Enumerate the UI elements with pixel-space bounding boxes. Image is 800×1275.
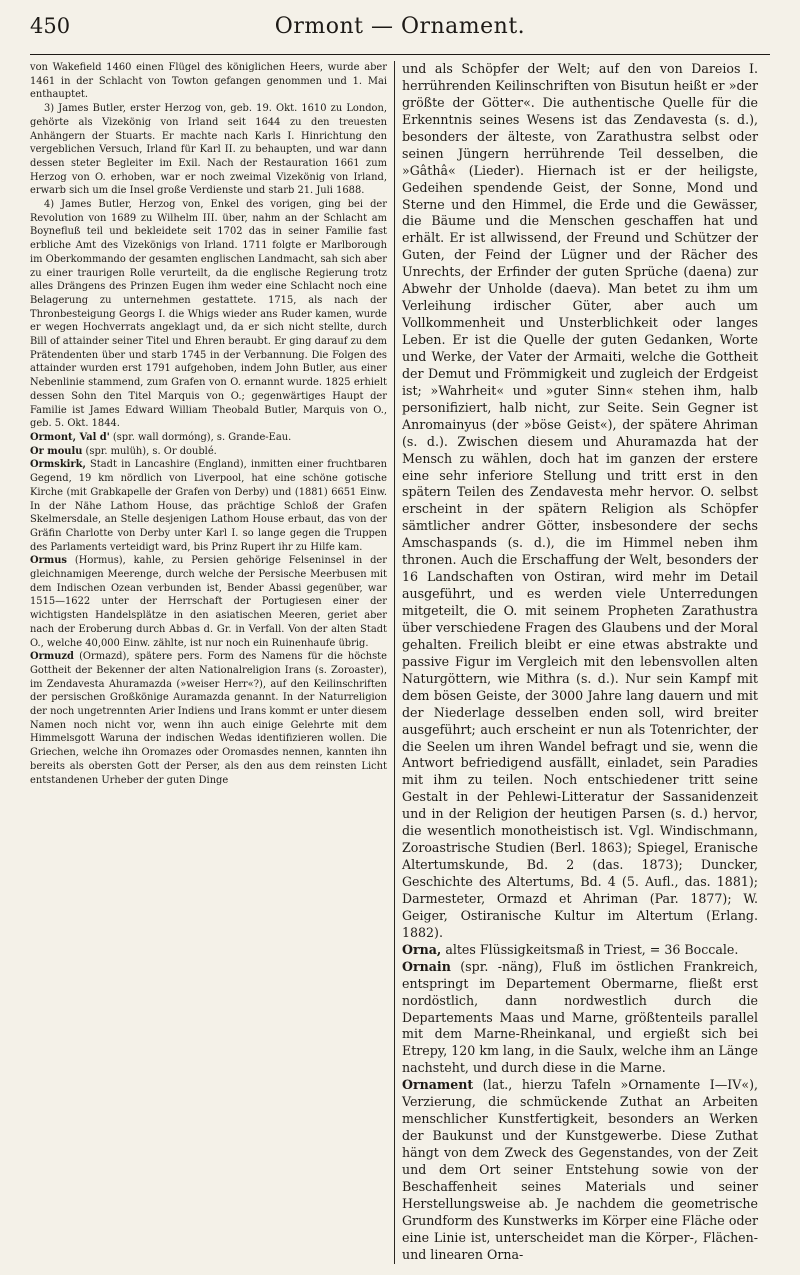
dictionary-entry [30, 445, 387, 459]
entry-headword: Ormuzd [30, 651, 74, 663]
dictionary-entry [402, 959, 758, 1078]
entry-text: (lat., hierzu Tafeln »Ornamente I—IV«), Verzierung, die schmückende Zuthat an Arbeiten menschlicher Kunstfertigkeit, besonders an Werken der Baukunst und der Kunstgewerbe. Diese Zuthat hängt von dem Zweck des Gegenstandes, von der Zeit und dem Ort seiner Entstehung sowie von der Beschaffenheit seines Materials und seiner Herstellungsweise ab. Je nachdem die geometrische Grundform des Kunstwerks im Körper eine Fläche oder eine Linie ist, unterscheidet man die Körper-, Flächen- und linearen Orna- [402, 1077, 758, 1262]
entry-headword: Ornament [402, 1077, 474, 1093]
entry-headword: Ormont, Val d' [30, 431, 110, 443]
entry-text: (spr. -näng), Fluß im östlichen Frankreich, entspringt im Departement Obermarne, fließt erst nordöstlich, dann nordwestlich durch die Departements Maas und Marne, größtenteils parallel mit dem Marne-Rheinkanal, und ergießt sich bei Etrepy, 120 km lang, in die Saulx, welche ihm an Länge nachsteht, und durch diese in die Marne. [402, 958, 758, 1076]
dictionary-entry [30, 650, 387, 787]
entry-text: (spr. mulüh), s. Or doublé. [82, 445, 217, 457]
continued-paragraph: von Wakefield 1460 einen Flügel des königlichen Heers, wurde aber 1461 in der Schlacht von Towton gefangen genommen und 1. Mai enthauptet. [30, 62, 387, 101]
page-number: 450 [30, 14, 71, 38]
entry-text: Stadt in Lancashire (England), inmitten einer fruchtbaren Gegend, 19 km nördlich von Liverpool, hat eine schöne gotische Kirche (mit Grabkapelle der Grafen von Derby) und (1881) 6651 Einw. In der Nähe Lathom House, das prächtige Schloß der Grafen Skelmersdale, an Stelle desjenigen Lathom House erbaut, das von der Gräfin Charlotte von Derby unter Karl I. so lange gegen die Truppen des Parlaments verteidigt ward, bis Prinz Rupert ihr zu Hilfe kam. [30, 459, 387, 553]
entry-headword: Ormskirk, [30, 459, 86, 471]
left-column [30, 61, 394, 1264]
dictionary-entry [402, 942, 758, 959]
continued-paragraph: und als Schöpfer der Welt; auf den von Dareios I. herrührenden Keilinschriften von Bisutun heißt er »der größte der Götter«. Die authentische Quelle für die Erkenntnis seines Wesens ist das Zendavesta (s. d.), besonders der älteste, von Zarathustra selbst oder seinen Jüngern herrührende Teil desselben, die »Gâthâ« (Lieder). Hiernach ist er der heiligste, Gedeihen spendende Geist, der Sonne, Mond und Sterne und den Himmel, die Erde und die Gewässer, die Bäume und die Menschen geschaffen hat und erhält. Er ist allwissend, der Freund und Schützer der Guten, der Feind der Lügner und der Rächer des Unrechts, der Erfinder der guten Sprüche (daena) zur Abwehr der Unholde (daeva). Man betet zu ihm um Verleihung irdischer Güter, aber auch um Vollkommenheit und Unsterblichkeit oder langes Leben. Er ist die Quelle der guten Gedanken, Worte und Werke, der Vater der Armaiti, welche die Gottheit der Demut und Frömmigkeit und zugleich der Erdgeist ist; »Wahrheit« und »guter Sinn« stehen ihm, halb personifiziert, halb nicht, zur Seite. Sein Gegner ist Anromainyus (der »böse Geist«), der spätere Ahriman (s. d.). Zwischen diesem und Ahuramazda hat der Mensch zu wählen, doch hat im ganzen der erstere eine sehr inferiore Stellung und tritt erst in den spätern Teilen des Zendavesta mehr hervor. O. selbst erscheint in der spätern Religion als Schöpfer sämtlicher andrer Götter, insbesondere der sechs Amschaspands (s. d.), die im Himmel neben ihm thronen. Auch die Erschaffung der Welt, besonders der 16 Landschaften von Ostiran, wird mehr im Detail ausgeführt, und es werden viele Unterredungen mitgeteilt, die O. mit seinem Propheten Zarathustra über verschiedene Fragen des Glaubens und der Moral gehalten. Freilich bleibt er eine etwas abstrakte und passive Figur im Vergleich mit den lebensvollen alten Naturgöttern, wie Mithra (s. d.). Nur sein Kampf mit dem bösen Geiste, der 3000 Jahre lang dauern und mit der Niederlage desselben enden soll, wird breiter ausgeführt; auch erscheint er nun als Totenrichter, der die Seelen um ihren Wandel befragt und sie, wenn die Antwort befriedigend ausfällt, einladet, sein Paradies mit ihm zu teilen. Noch entschiedener tritt seine Gestalt in der Pehlewi-Litteratur der Sassanidenzeit und in der Religion der heutigen Parsen (s. d.) hervor, die wesentlich monotheistisch ist. Vgl. Windischmann, Zoroastrische Studien (Berl. 1863); Spiegel, Eranische Altertumskunde, Bd. 2 (das. 1873); Duncker, Geschichte des Altertums, Bd. 4 (5. Aufl., das. 1881); Darmesteter, Ormazd et Ahriman (Par. 1877); W. Geiger, Ostiranische Kultur im Altertum (Erlang. 1882). [402, 61, 758, 940]
entry-headword: Ormus [30, 555, 67, 567]
entry-headword: Or moulu [30, 445, 83, 457]
numbered-paragraph: 4) James Butler, Herzog von, Enkel des vorigen, ging bei der Revolution von 1689 zu Wilhelm III. über, nahm an der Schlacht am Boynefluß teil und bekleidete seit 1702 das in seiner Familie fast erbliche Amt des Vizekönigs von Irland. 1711 folgte er Marlborough im Oberkommando der gesamten englischen Landmacht, sah sich aber zu einer traurigen Rolle verurteilt, da die englische Regierung trotz alles Drängens des Prinzen Eugen ihm weder eine Schlacht noch eine Belagerung zu unternehmen gestattete. 1715, als nach der Thronbesteigung Georgs I. die Whigs wieder ans Ruder kamen, wurde er wegen Hochverrats angeklagt und, da er sich nicht stellte, durch Bill of attainder seiner Titel und Ehren beraubt. Er ging darauf zu dem Prätendenten über und starb 1745 in der Verbannung. Die Folgen des attainder wurden erst 1791 aufgehoben, indem John Butler, aus einer Nebenlinie stammend, zum Grafen von O. ernannt wurde. 1825 erhielt dessen Sohn den Titel Marquis von O.; gegenwärtiges Haupt der Familie ist James Edward William Theobald Butler, Marquis von O., geb. 5. Okt. 1844. [30, 199, 387, 430]
dictionary-entry [402, 1077, 758, 1263]
entry-text: (Ormazd), spätere pers. Form des Namens für die höchste Gottheit der Bekenner der alten Nationalreligion Irans (s. Zoroaster), im Zendavesta Ahuramazda (»weiser Herr«?), auf den Keilinschriften der persischen Großkönige Auramazda genannt. In der Naturreligion der noch ungetrennten Arier Indiens und Irans kommt er unter diesem Namen noch nicht vor, wenn ihn auch einige Gelehrte mit dem Himmelsgott Waruna der indischen Wedas identifizieren wollen. Die Griechen, welche ihn Oromazes oder Oromasdes nennen, kannten ihn bereits als obersten Gott der Perser, als den aus dem reinsten Licht entstandenen Urheber der guten Dinge [30, 651, 387, 786]
entry-text: altes Flüssigkeitsmaß in Triest, = 36 Boccale. [441, 941, 739, 957]
entry-text: (Hormus), kahle, zu Persien gehörige Felseninsel in der gleichnamigen Meerenge, durch welche der Persische Meerbusen mit dem Indischen Ozean verbunden ist, Bender Abassi gegenüber, war 1515—1622 unter der Herrschaft der Portugiesen einer der wichtigsten Handelsplätze in den asiatischen Meeren, geriet aber nach der Eroberung durch Abbas d. Gr. in Verfall. Von der alten Stadt O., welche 40,000 Einw. zählte, ist nur noch ein Ruinenhaufe übrig. [30, 555, 387, 649]
numbered-paragraph: 3) James Butler, erster Herzog von, geb. 19. Okt. 1610 zu London, gehörte als Vizekönig von Irland seit 1644 zu den treuesten Anhängern der Stuarts. Er machte nach Karls I. Hinrichtung den vergeblichen Versuch, Irland für Karl II. zu behaupten, und war dann dessen steter Begleiter im Exil. Nach der Restauration 1661 zum Herzog von O. erhoben, war er noch zweimal Vizekönig von Irland, erwarb sich um die Insel große Verdienste und starb 21. Juli 1688. [30, 103, 387, 197]
entry-headword: Orna, [402, 941, 442, 957]
right-column [394, 61, 758, 1264]
dictionary-entry [30, 458, 387, 554]
page-header [30, 14, 770, 55]
text-columns [30, 61, 770, 1264]
dictionary-entry [30, 554, 387, 650]
entry-text: (spr. wall dormóng), s. Grande-Eau. [109, 431, 292, 443]
running-head: Ormont — Ornament. [274, 14, 526, 39]
dictionary-entry [30, 431, 387, 445]
entry-headword: Ornain [402, 958, 451, 974]
